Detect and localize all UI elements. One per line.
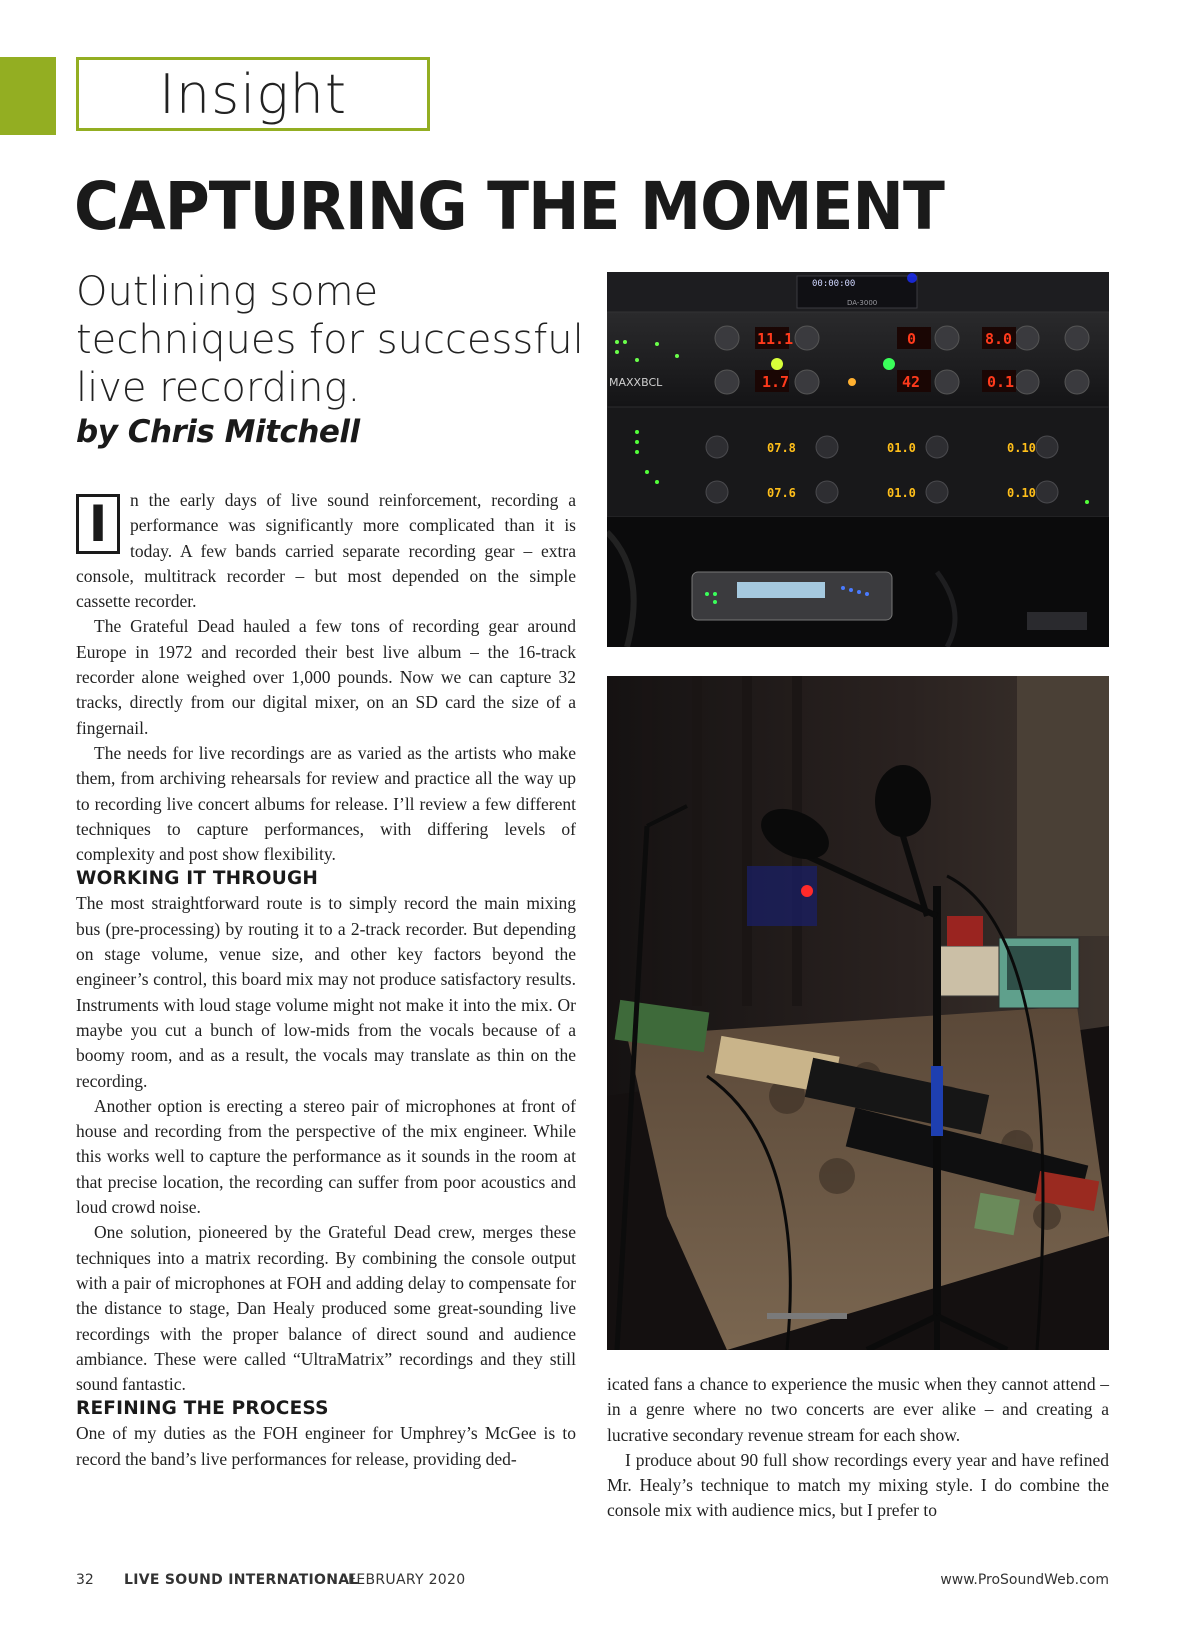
readout-8: 01.0 <box>887 441 916 455</box>
readout-11: 01.0 <box>887 486 916 500</box>
section-heading-refining: REFINING THE PROCESS <box>76 1398 329 1420</box>
intro-paragraph-3: The needs for live recordings are as varied as the artists who make them, from archiving rehearsals for review and practice all the way up to recording live concert albums for release. I’ll review a few different techniques to capture performances, with differing levels of complexity and post show flexibility. <box>76 742 576 865</box>
readout-4: 1.7 <box>762 373 790 391</box>
timecode-display: 00:00:00 <box>812 279 856 289</box>
working-paragraph-2: Another option is erecting a stereo pair of microphones at front of house and recording from the perspective of the mix engineer. While this works well to capture the performance as it sounds in the room at that precise location, the recording can suffer from poor acoustics and loud crowd noise. <box>76 1095 576 1218</box>
readout-9: 0.10 <box>1007 441 1036 455</box>
processor-brand-label: MAXXBCL <box>609 376 663 389</box>
working-paragraph-1: The most straightforward route is to simply record the main mixing bus (pre-processing) by routing it to a 2-track recorder. But depending on stage volume, venue size, and other key factors beyond the engineer’s control, this board mix may not produce satisfactory results. Instruments with loud stage volume might not make it into the mix. Or maybe you cut a bunch of low-mids from the vocals because of a boomy room, and as a result, the vocals may translate as thin on the recording. <box>76 893 576 1091</box>
readout-7: 07.8 <box>767 441 796 455</box>
readout-6: 0.1 <box>987 373 1015 391</box>
drop-cap: I <box>76 494 120 554</box>
intro-paragraph-2: The Grateful Dead hauled a few tons of recording gear around Europe in 1972 and recorded their best live album – the 16-track recorder alone weighed over 1,000 pounds. Now we can capture 32 tracks, directly from our digital mixer, on an SD card the size of a fingernail. <box>76 616 576 738</box>
section-label: Insight <box>76 57 430 131</box>
readout-1: 11.1 <box>757 330 794 348</box>
section-heading-working: WORKING IT THROUGH <box>76 868 319 890</box>
section-color-tab <box>0 57 56 135</box>
intro-paragraph-1: I n the early days of live sound reinforcement, recording a performance was significantly more complicated than it is today. A few bands carried separate recording gear – extra console, multitrack recorder – but most depended on the simple cassette recorder. <box>76 490 576 612</box>
magazine-name: LIVE SOUND INTERNATIONAL <box>124 1572 359 1588</box>
article-headline: CAPTURING THE MOMENT <box>74 168 944 245</box>
readout-10: 07.6 <box>767 486 796 500</box>
refining-paragraph-1-continued: icated fans a chance to experience the music when they cannot attend – in a genre where no two concerts are ever alike – and creating a lucrative secondary revenue stream for each show. <box>607 1374 1109 1445</box>
recorder-model-label: DA-3000 <box>847 299 878 307</box>
readout-3: 8.0 <box>985 330 1013 348</box>
readout-12: 0.10 <box>1007 486 1036 500</box>
readout-2: 0 <box>907 330 917 348</box>
page-number: 32 <box>76 1572 94 1588</box>
stage-microphone-photo <box>607 676 1109 1350</box>
working-paragraph-3: One solution, pioneered by the Grateful Dead crew, merges these techniques into a matrix recording. By combining the console output with a pair of microphones at FOH and adding delay to compensate for the distance to stage, Dan Healy produced some great-sounding live recordings with the proper balance of direct sound and audience ambiance. These were called “UltraMatrix” recordings and they still sound fantastic. <box>76 1222 576 1395</box>
refining-paragraph-1: One of my duties as the FOH engineer for Umphrey’s McGee is to record the band’s live performances for release, providing ded- <box>76 1423 576 1469</box>
article-byline: by Chris Mitchell <box>76 414 360 450</box>
right-text-column <box>607 1372 1109 1524</box>
issue-date: FEBRUARY 2020 <box>348 1572 466 1588</box>
readout-5: 42 <box>902 373 921 391</box>
article-deck: Outlining some techniques for successful live recording. <box>76 269 584 411</box>
recording-rack-photo <box>607 272 1109 647</box>
website-url: www.ProSoundWeb.com <box>940 1572 1109 1588</box>
left-text-column <box>76 488 576 1472</box>
refining-paragraph-2: I produce about 90 full show recordings every year and have refined Mr. Healy’s technique to match my mixing style. I do combine the console mix with audience mics, but I prefer to <box>607 1449 1109 1521</box>
